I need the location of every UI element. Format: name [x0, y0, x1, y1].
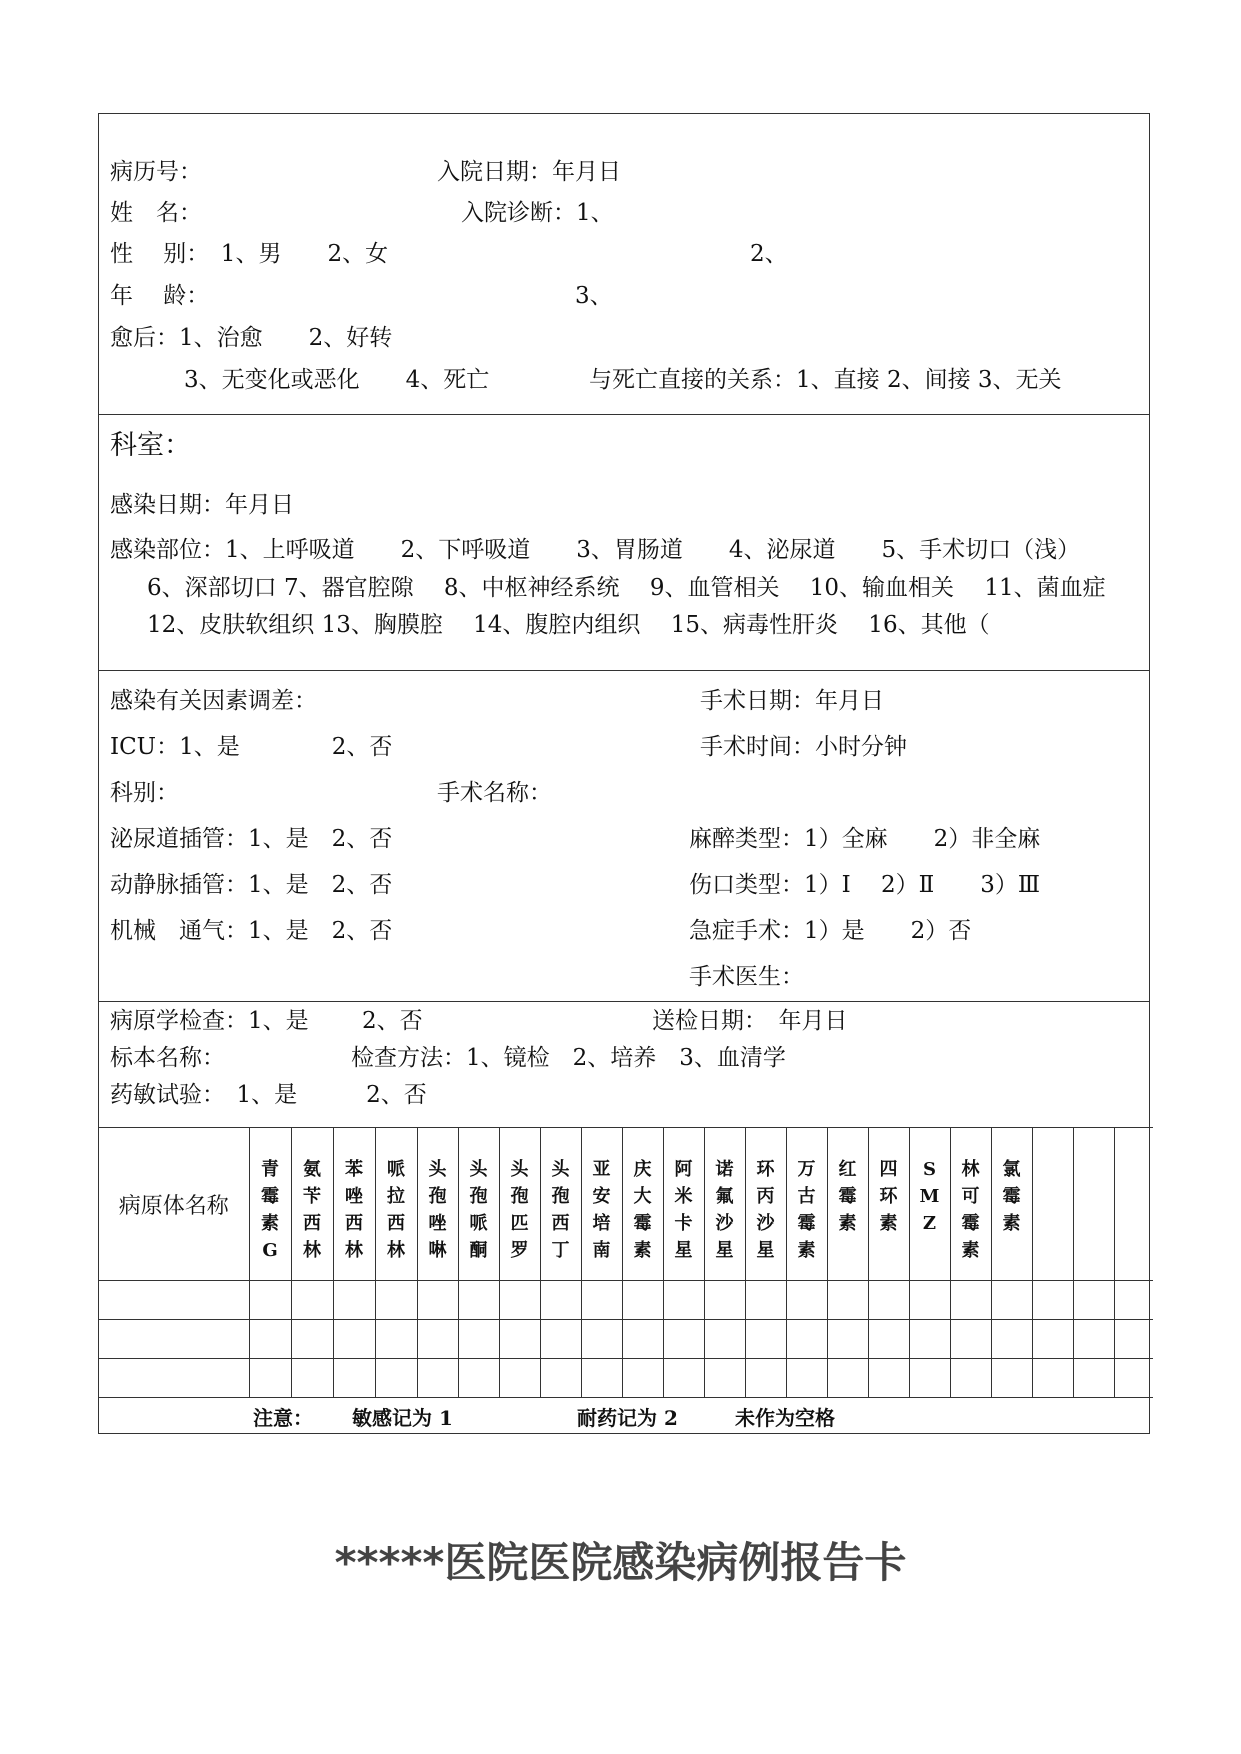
drug-header-cell: [991, 1128, 1032, 1281]
ventilation-label: 机械 通气：1、是 2、否: [110, 918, 393, 944]
divider: [99, 414, 1149, 415]
drug-name: 青霉素G: [261, 1159, 279, 1261]
result-cell[interactable]: [704, 1320, 745, 1359]
result-cell[interactable]: [417, 1281, 458, 1320]
result-cell[interactable]: [333, 1359, 375, 1398]
diagnosis-2-label: 2、: [750, 241, 788, 267]
result-cell[interactable]: [540, 1281, 581, 1320]
drug-header-cell: [458, 1128, 499, 1281]
operation-time-label: 手术时间：小时分钟: [700, 734, 907, 760]
drug-header-cell: [249, 1128, 291, 1281]
name-label: 姓 名：: [110, 200, 202, 226]
result-cell[interactable]: [950, 1281, 991, 1320]
drug-header-cell: [375, 1128, 417, 1281]
specimen-label: 标本名称：: [110, 1045, 225, 1071]
result-cell[interactable]: [950, 1320, 991, 1359]
drug-name: 诺氟沙星: [715, 1159, 734, 1261]
drug-name: [1124, 1128, 1144, 1156]
drug-name: 四环素: [879, 1159, 898, 1234]
urinary-catheter-label: 泌尿道插管：1、是 2、否: [110, 826, 393, 852]
result-cell[interactable]: [868, 1281, 909, 1320]
outcome-label: 愈后：1、治愈 2、好转: [110, 325, 393, 351]
result-cell[interactable]: [499, 1359, 540, 1398]
infection-site-line-3: 12、皮肤软组织 13、胸膜腔 14、腹腔内组织 15、病毒性肝炎 16、其他（: [147, 612, 990, 638]
result-cell[interactable]: [1073, 1320, 1114, 1359]
pathogen-exam-label: 病原学检查：1、是 2、否: [110, 1008, 423, 1034]
report-form: [98, 113, 1150, 1434]
surgeon-label: 手术医生：: [689, 964, 804, 990]
admit-diagnosis-label: 入院诊断：1、: [461, 200, 614, 226]
drug-header-cell: [622, 1128, 663, 1281]
pathogen-name-header: [99, 1128, 249, 1281]
department-label: 科室：: [110, 430, 191, 461]
send-date-label: 送检日期： 年月日: [652, 1008, 848, 1034]
divider: [99, 670, 1149, 671]
result-cell[interactable]: [540, 1359, 581, 1398]
drug-name: 环丙沙星: [756, 1159, 775, 1261]
result-cell[interactable]: [375, 1320, 417, 1359]
result-cell[interactable]: [458, 1320, 499, 1359]
pathogen-name-cell[interactable]: [99, 1281, 249, 1320]
result-cell[interactable]: [663, 1281, 704, 1320]
result-cell[interactable]: [581, 1359, 622, 1398]
pathogen-name-cell[interactable]: [99, 1359, 249, 1398]
table-row: [99, 1320, 1153, 1359]
result-cell[interactable]: [909, 1359, 950, 1398]
drug-header-cell: [291, 1128, 333, 1281]
drug-header-cell: [827, 1128, 868, 1281]
drug-name: 红霉素: [838, 1159, 857, 1234]
infection-site-line-1: 感染部位：1、上呼吸道 2、下呼吸道 3、胃肠道 4、泌尿道 5、手术切口（浅）: [110, 537, 1081, 563]
drug-name: 亚安培南: [592, 1159, 611, 1261]
table-header-row: [99, 1128, 1153, 1281]
result-cell[interactable]: [333, 1320, 375, 1359]
result-cell[interactable]: [458, 1281, 499, 1320]
wound-type-label: 伤口类型：1）Ⅰ 2）Ⅱ 3）Ⅲ: [689, 872, 1041, 898]
record-no-label: 病历号：: [110, 159, 202, 185]
outcome-options-2: 3、无变化或恶化 4、死亡: [184, 367, 490, 393]
exam-method-label: 检查方法：1、镜检 2、培养 3、血清学: [351, 1045, 786, 1071]
death-relation-label: 与死亡直接的关系：1、直接 2、间接 3、无关: [589, 367, 1062, 393]
drug-name: 氯霉素: [1002, 1159, 1021, 1234]
result-cell[interactable]: [581, 1320, 622, 1359]
result-cell[interactable]: [663, 1320, 704, 1359]
result-cell[interactable]: [375, 1281, 417, 1320]
result-cell[interactable]: [1114, 1281, 1153, 1320]
drug-header-cell: [663, 1128, 704, 1281]
drug-sensitivity-label: 药敏试验： 1、是 2、否: [110, 1082, 427, 1108]
result-cell[interactable]: [786, 1320, 827, 1359]
drug-header-cell: [950, 1128, 991, 1281]
result-cell[interactable]: [458, 1359, 499, 1398]
result-cell[interactable]: [417, 1320, 458, 1359]
result-cell[interactable]: [1032, 1320, 1073, 1359]
result-cell[interactable]: [909, 1320, 950, 1359]
result-cell[interactable]: [1073, 1281, 1114, 1320]
result-cell[interactable]: [1032, 1359, 1073, 1398]
result-cell[interactable]: [663, 1359, 704, 1398]
result-cell[interactable]: [868, 1359, 909, 1398]
table-row: [99, 1359, 1153, 1398]
result-cell[interactable]: [950, 1359, 991, 1398]
page-title: *****医院医院感染病例报告卡: [334, 1538, 907, 1587]
drug-header-cell: [540, 1128, 581, 1281]
drug-header-cell: [417, 1128, 458, 1281]
result-cell[interactable]: [291, 1359, 333, 1398]
result-cell[interactable]: [291, 1320, 333, 1359]
drug-name: [1043, 1128, 1063, 1156]
drug-name: 头孢西丁: [551, 1159, 570, 1261]
result-cell[interactable]: [499, 1281, 540, 1320]
factor-survey-label: 感染有关因素调差：: [110, 688, 317, 714]
result-cell[interactable]: [540, 1320, 581, 1359]
drug-header-cell: [745, 1128, 786, 1281]
result-cell[interactable]: [581, 1281, 622, 1320]
operation-name-label: 手术名称：: [437, 780, 552, 806]
anesthesia-type-label: 麻醉类型：1）全麻 2）非全麻: [689, 826, 1041, 852]
result-cell[interactable]: [991, 1281, 1032, 1320]
result-cell[interactable]: [868, 1320, 909, 1359]
drug-header-cell: [499, 1128, 540, 1281]
drug-name: 苯唑西林: [345, 1159, 363, 1261]
drug-header-cell: [868, 1128, 909, 1281]
pathogen-name-header-text: 病原体名称: [118, 1193, 229, 1219]
admit-date-label: 入院日期：年月日: [437, 159, 621, 185]
result-cell[interactable]: [827, 1320, 868, 1359]
infection-site-line-2: 6、深部切口 7、器官腔隙 8、中枢神经系统 9、血管相关 10、输血相关 11、菌血症: [147, 575, 1106, 601]
drug-header-cell: [581, 1128, 622, 1281]
result-cell[interactable]: [991, 1320, 1032, 1359]
drug-name: [1084, 1128, 1104, 1156]
result-cell[interactable]: [991, 1359, 1032, 1398]
note-sensitive: 敏感记为 1: [352, 1406, 453, 1430]
drug-name: 氨苄西林: [303, 1159, 321, 1261]
icu-label: ICU：1、是 2、否: [110, 734, 393, 760]
antibiotic-table: [99, 1127, 1153, 1398]
result-cell[interactable]: [1114, 1359, 1153, 1398]
pathogen-name-cell[interactable]: [99, 1320, 249, 1359]
drug-name: 哌拉西林: [387, 1159, 405, 1261]
drug-name: 头孢哌酮: [469, 1159, 488, 1261]
result-cell[interactable]: [909, 1281, 950, 1320]
drug-name: 庆大霉素: [633, 1159, 652, 1261]
result-cell[interactable]: [375, 1359, 417, 1398]
result-cell[interactable]: [827, 1359, 868, 1398]
result-cell[interactable]: [745, 1281, 786, 1320]
result-cell[interactable]: [704, 1281, 745, 1320]
result-cell[interactable]: [1073, 1359, 1114, 1398]
drug-name: 头孢唑啉: [428, 1159, 447, 1261]
drug-header-cell: [1114, 1128, 1153, 1281]
result-cell[interactable]: [622, 1359, 663, 1398]
emergency-operation-label: 急症手术：1）是 2）否: [689, 918, 972, 944]
drug-name: 阿米卡星: [674, 1159, 693, 1261]
age-label: 年 龄：: [110, 283, 210, 309]
infection-date-label: 感染日期：年月日: [110, 492, 294, 518]
result-cell[interactable]: [786, 1359, 827, 1398]
result-cell[interactable]: [249, 1320, 291, 1359]
drug-name: SMZ: [919, 1159, 940, 1234]
result-cell[interactable]: [499, 1320, 540, 1359]
operation-date-label: 手术日期：年月日: [700, 688, 884, 714]
result-cell[interactable]: [1114, 1320, 1153, 1359]
table-row: [99, 1281, 1153, 1320]
drug-header-cell: [1032, 1128, 1073, 1281]
result-cell[interactable]: [827, 1281, 868, 1320]
result-cell[interactable]: [249, 1359, 291, 1398]
note-blank: 未作为空格: [735, 1406, 835, 1430]
drug-name: 万古霉素: [797, 1159, 816, 1261]
note-resistant: 耐药记为 2: [577, 1406, 678, 1430]
result-cell[interactable]: [786, 1281, 827, 1320]
note-label: 注意：: [253, 1406, 313, 1430]
result-cell[interactable]: [249, 1281, 291, 1320]
drug-header-cell: [333, 1128, 375, 1281]
result-cell[interactable]: [291, 1281, 333, 1320]
diagnosis-3-label: 3、: [575, 283, 613, 309]
result-cell[interactable]: [704, 1359, 745, 1398]
result-cell[interactable]: [622, 1281, 663, 1320]
ward-label: 科别：: [110, 780, 179, 806]
sex-label: 性 别： 1、男 2、女: [110, 241, 389, 267]
result-cell[interactable]: [622, 1320, 663, 1359]
vascular-catheter-label: 动静脉插管：1、是 2、否: [110, 872, 393, 898]
drug-header-cell: [786, 1128, 827, 1281]
drug-name: 头孢匹罗: [510, 1159, 529, 1261]
result-cell[interactable]: [333, 1281, 375, 1320]
result-cell[interactable]: [745, 1320, 786, 1359]
result-cell[interactable]: [745, 1359, 786, 1398]
drug-header-cell: [704, 1128, 745, 1281]
drug-header-cell: [1073, 1128, 1114, 1281]
drug-header-cell: [909, 1128, 950, 1281]
result-cell[interactable]: [1032, 1281, 1073, 1320]
divider: [99, 1001, 1149, 1002]
result-cell[interactable]: [417, 1359, 458, 1398]
drug-name: 林可霉素: [961, 1159, 980, 1261]
